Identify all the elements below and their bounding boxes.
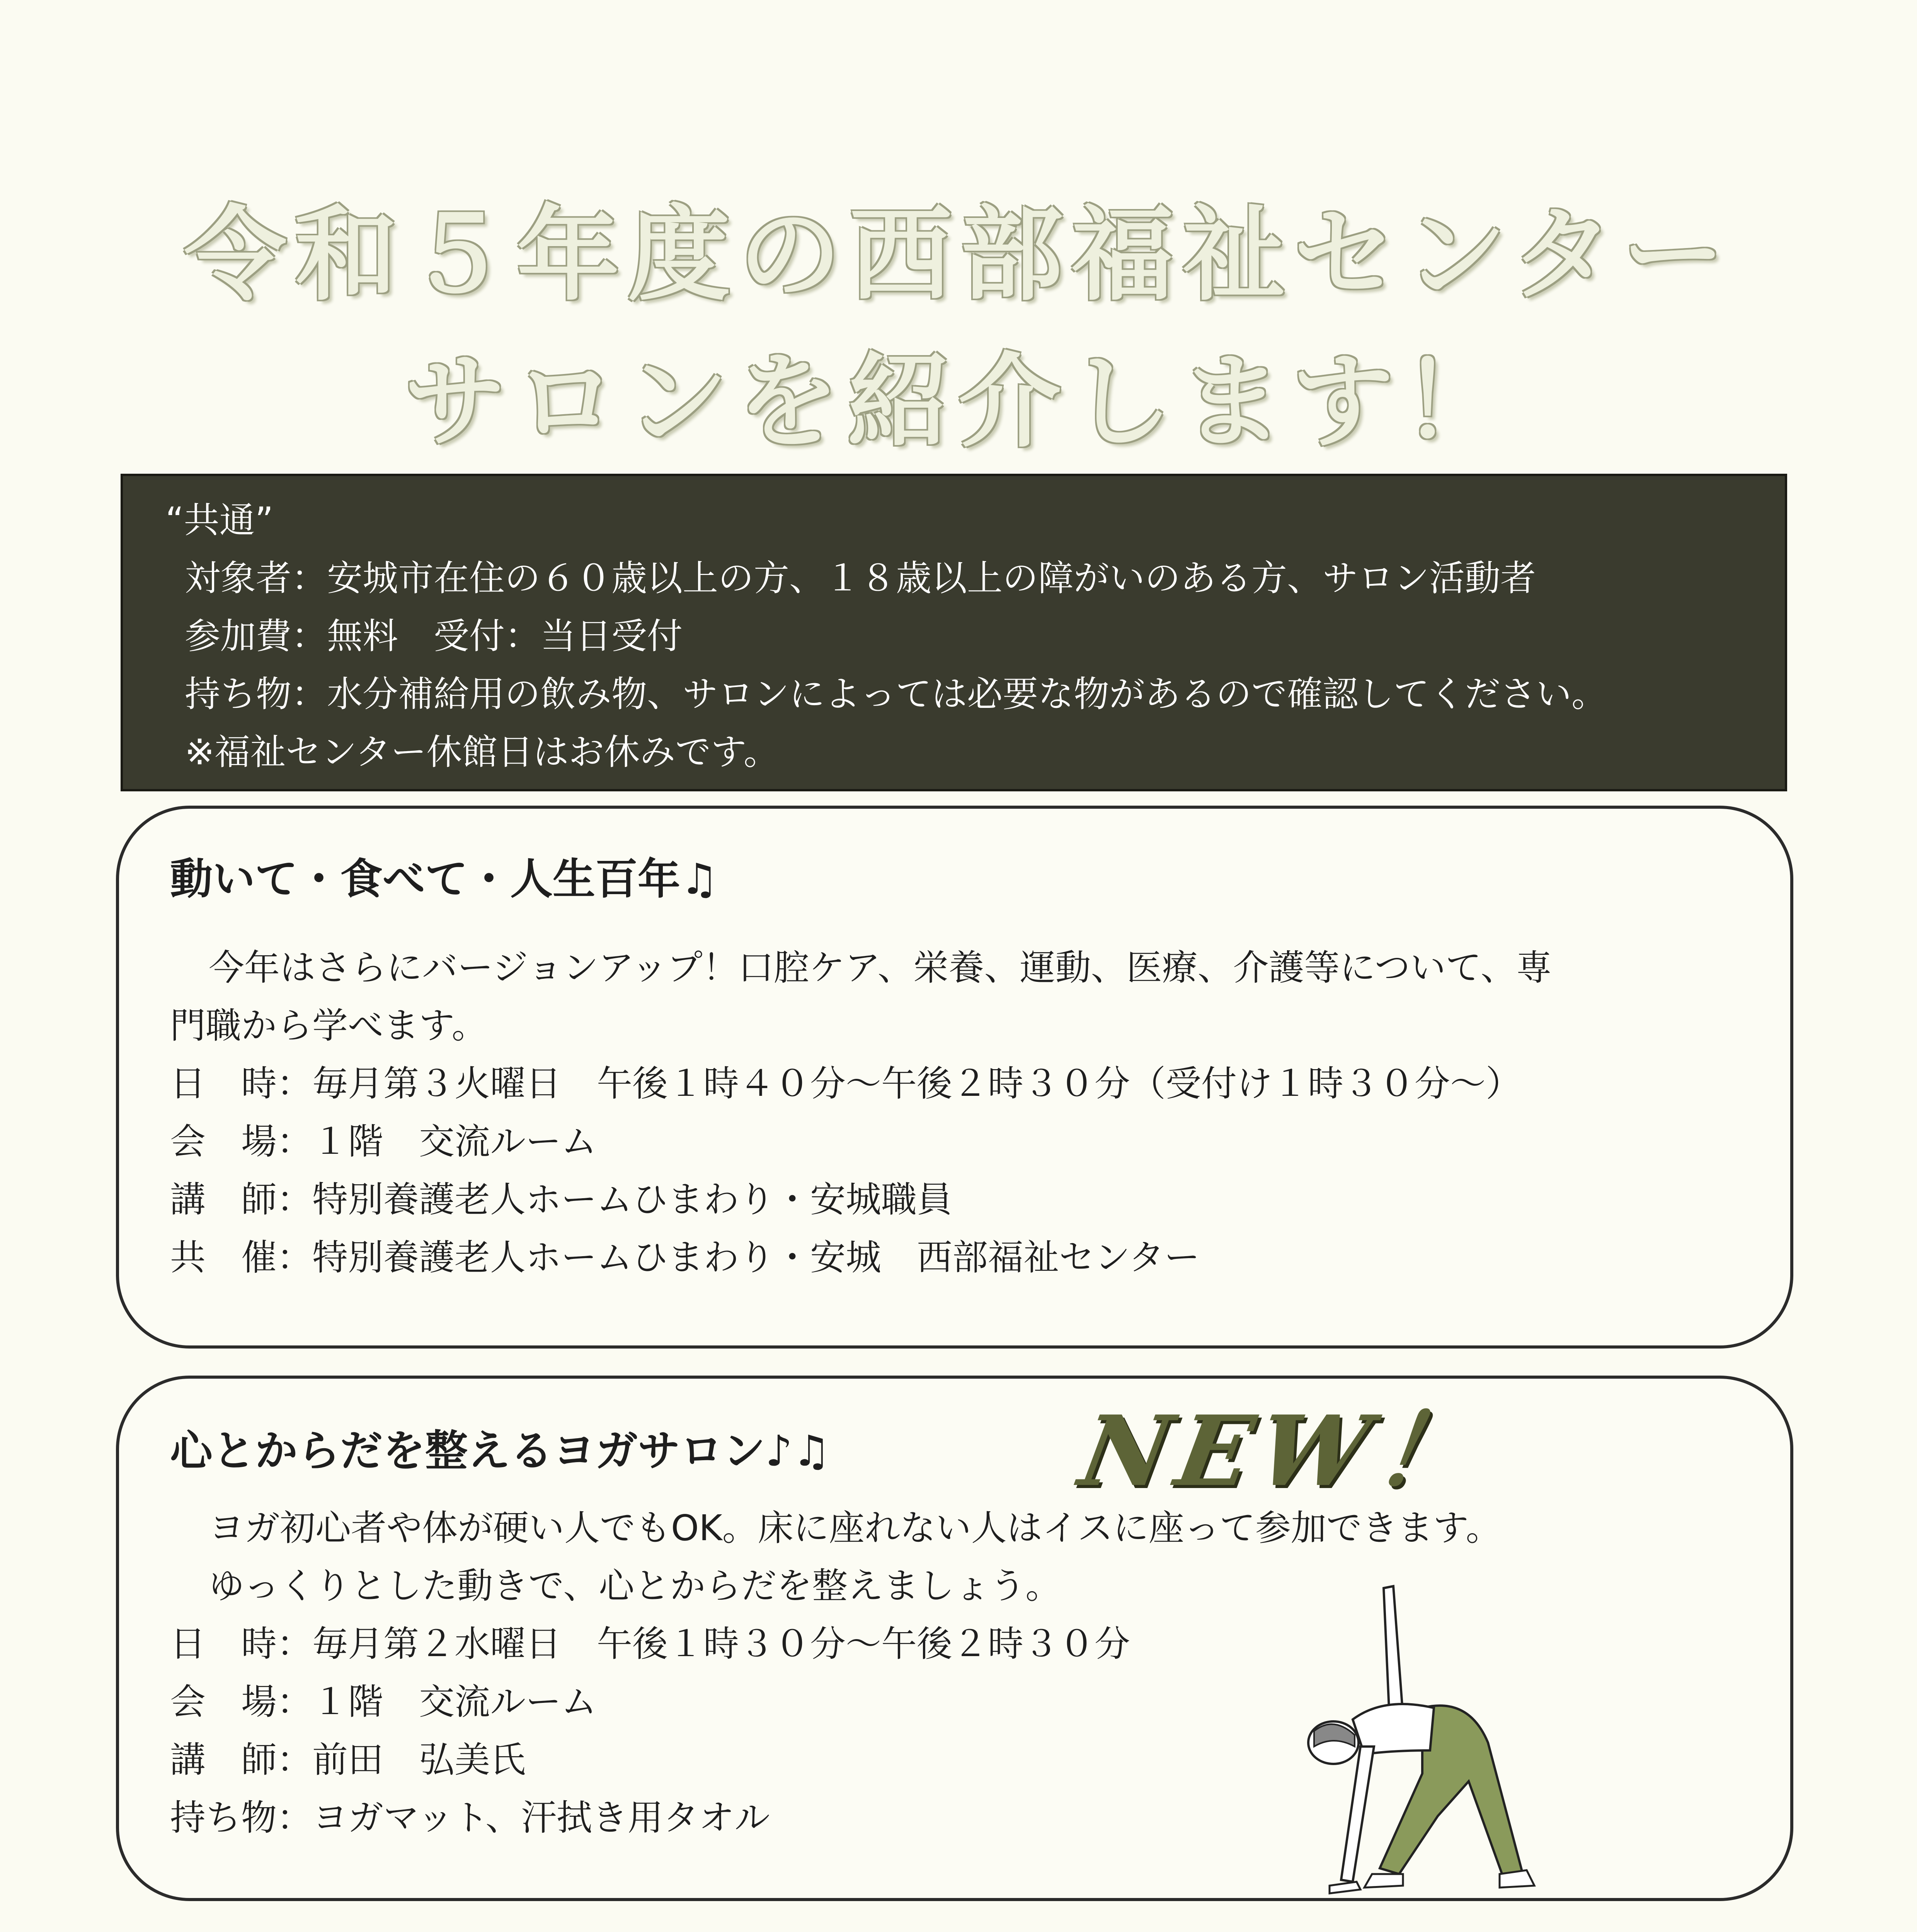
common-heading: “共通” (165, 500, 274, 541)
salon2-items: 持ち物：ヨガマット、汗拭き用タオル (170, 1797, 770, 1838)
common-info-box (121, 474, 1787, 791)
salon1-desc1: 今年はさらにバージョンアップ！口腔ケア、栄養、運動、医療、介護等について、専 (209, 947, 1552, 988)
salon2-title: 心とからだを整えるヨガサロン♪♫ (170, 1426, 831, 1476)
salon1-cohost: 共 催：特別養護老人ホームひまわり・安城 西部福祉センター (170, 1237, 1200, 1278)
salon2-lecturer: 講 師：前田 弘美氏 (170, 1739, 526, 1781)
common-target: 対象者：安城市在住の６０歳以上の方、１８歳以上の障がいのある方、サロン活動者 (185, 558, 1536, 599)
salon2-desc1: ヨガ初心者や体が硬い人でもOK。床に座れない人はイスに座って参加できます。 (209, 1507, 1502, 1549)
salon1-datetime: 日 時：毎月第３火曜日 午後１時４０分～午後２時３０分（受付け１時３０分～） (170, 1063, 1522, 1104)
salon2-venue: 会 場：１階 交流ルーム (170, 1681, 597, 1723)
common-note: ※福祉センター休館日はお休みです。 (185, 731, 780, 773)
page-title-line2: サロンを紹介します！ (404, 342, 1513, 461)
salon1-venue: 会 場：１階 交流ルーム (170, 1121, 597, 1162)
salon1-desc2: 門職から学べます。 (170, 1005, 487, 1046)
yoga-pose-illustration (1306, 1580, 1585, 1905)
salon1-lecturer: 講 師：特別養護老人ホームひまわり・安城職員 (170, 1179, 953, 1220)
salon1-title: 動いて・食べて・人生百年♫ (170, 854, 718, 904)
salon2-datetime: 日 時：毎月第２水曜日 午後１時３０分～午後２時３０分 (170, 1623, 1130, 1665)
common-items: 持ち物：水分補給用の飲み物、サロンによっては必要な物があるので確認してください。 (185, 673, 1607, 715)
salon2-desc2: ゆっくりとした動きで、心とからだを整えましょう。 (209, 1565, 1061, 1607)
new-badge: NEW！ (1072, 1394, 1490, 1508)
common-fee: 参加費：無料 受付：当日受付 (185, 616, 683, 657)
page-title-line1: 令和５年度の西部福祉センター (184, 196, 1733, 315)
